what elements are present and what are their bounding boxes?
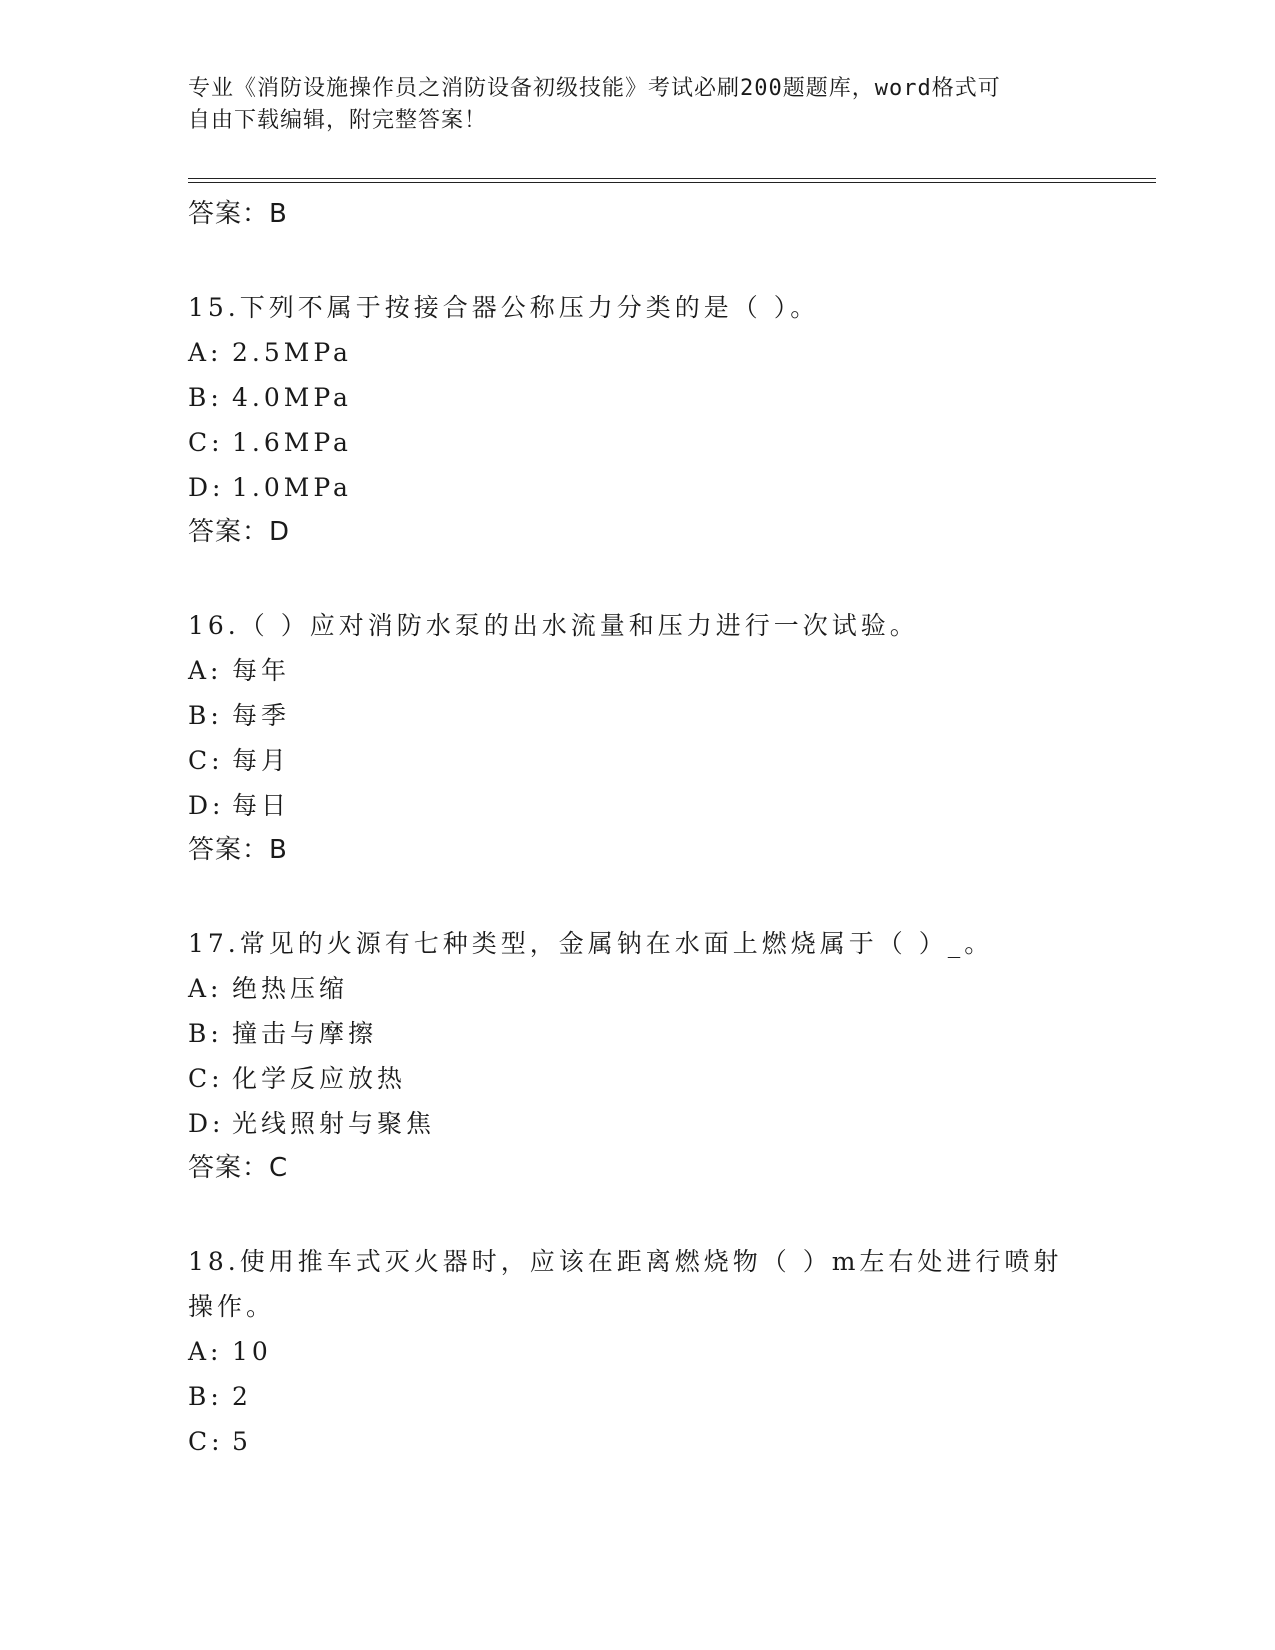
question-stem: 18.使用推车式灭火器时，应该在距离燃烧物（ ）m左右处进行喷射操作。 bbox=[188, 1247, 1063, 1321]
option-c bbox=[188, 1419, 1088, 1464]
option-key: D: bbox=[188, 1109, 225, 1138]
question-item bbox=[188, 921, 1088, 1191]
option-key: C: bbox=[188, 428, 224, 457]
option-a bbox=[188, 330, 1088, 375]
question-item bbox=[188, 1239, 1088, 1464]
option-b bbox=[188, 693, 1088, 738]
option-text: 每日 bbox=[232, 791, 291, 820]
option-text: 撞击与摩擦 bbox=[232, 1019, 378, 1048]
option-b bbox=[188, 1374, 1088, 1419]
answer-label: 答案：B bbox=[188, 199, 288, 229]
option-key: D: bbox=[188, 473, 225, 502]
option-a bbox=[188, 648, 1088, 693]
question-stem: 15.下列不属于按接合器公称压力分类的是（ ）。 bbox=[188, 293, 820, 322]
option-b bbox=[188, 375, 1088, 420]
question-stem: 16.（ ）应对消防水泵的出水流量和压力进行一次试验。 bbox=[188, 611, 919, 640]
header-line-2: 自由下载编辑，附完整答案！ bbox=[188, 108, 488, 133]
answer-label: 答案：B bbox=[188, 835, 288, 865]
option-key: A: bbox=[188, 1337, 223, 1366]
option-key: C: bbox=[188, 1064, 224, 1093]
answer-label: 答案：D bbox=[188, 517, 291, 547]
option-text: 绝热压缩 bbox=[232, 974, 349, 1003]
option-text: 5 bbox=[232, 1427, 252, 1456]
option-key: B: bbox=[188, 1382, 223, 1411]
option-text: 每月 bbox=[232, 746, 291, 775]
question-stem: 17.常见的火源有七种类型，金属钠在水面上燃烧属于（ ）_。 bbox=[188, 929, 994, 958]
option-d bbox=[188, 1101, 1088, 1146]
option-text: 化学反应放热 bbox=[232, 1064, 407, 1093]
option-key: C: bbox=[188, 746, 224, 775]
option-key: B: bbox=[188, 701, 223, 730]
option-key: B: bbox=[188, 383, 223, 412]
option-a bbox=[188, 1329, 1088, 1374]
header-line-1: 专业《消防设施操作员之消防设备初级技能》考试必刷200题题库，word格式可 bbox=[188, 76, 1001, 101]
option-text: 4.0MPa bbox=[232, 383, 352, 412]
option-text: 每季 bbox=[232, 701, 291, 730]
question-item bbox=[188, 603, 1088, 873]
option-text: 10 bbox=[232, 1337, 272, 1366]
option-key: A: bbox=[188, 974, 223, 1003]
option-text: 1.0MPa bbox=[232, 473, 352, 502]
header-divider bbox=[188, 178, 1156, 183]
option-key: A: bbox=[188, 338, 223, 367]
option-key: B: bbox=[188, 1019, 223, 1048]
option-c bbox=[188, 1056, 1088, 1101]
option-c bbox=[188, 420, 1088, 465]
option-d bbox=[188, 783, 1088, 828]
option-a bbox=[188, 966, 1088, 1011]
option-text: 1.6MPa bbox=[232, 428, 352, 457]
option-text: 光线照射与聚焦 bbox=[232, 1109, 436, 1138]
option-b bbox=[188, 1011, 1088, 1056]
option-text: 2.5MPa bbox=[232, 338, 352, 367]
question-item bbox=[188, 285, 1088, 555]
option-key: C: bbox=[188, 1427, 224, 1456]
option-c bbox=[188, 738, 1088, 783]
option-text: 2 bbox=[232, 1382, 252, 1411]
option-key: D: bbox=[188, 791, 225, 820]
question-list bbox=[188, 192, 1088, 1512]
option-d bbox=[188, 465, 1088, 510]
answer-label: 答案：C bbox=[188, 1153, 289, 1183]
page-header bbox=[188, 73, 1068, 137]
option-text: 每年 bbox=[232, 656, 291, 685]
option-key: A: bbox=[188, 656, 223, 685]
